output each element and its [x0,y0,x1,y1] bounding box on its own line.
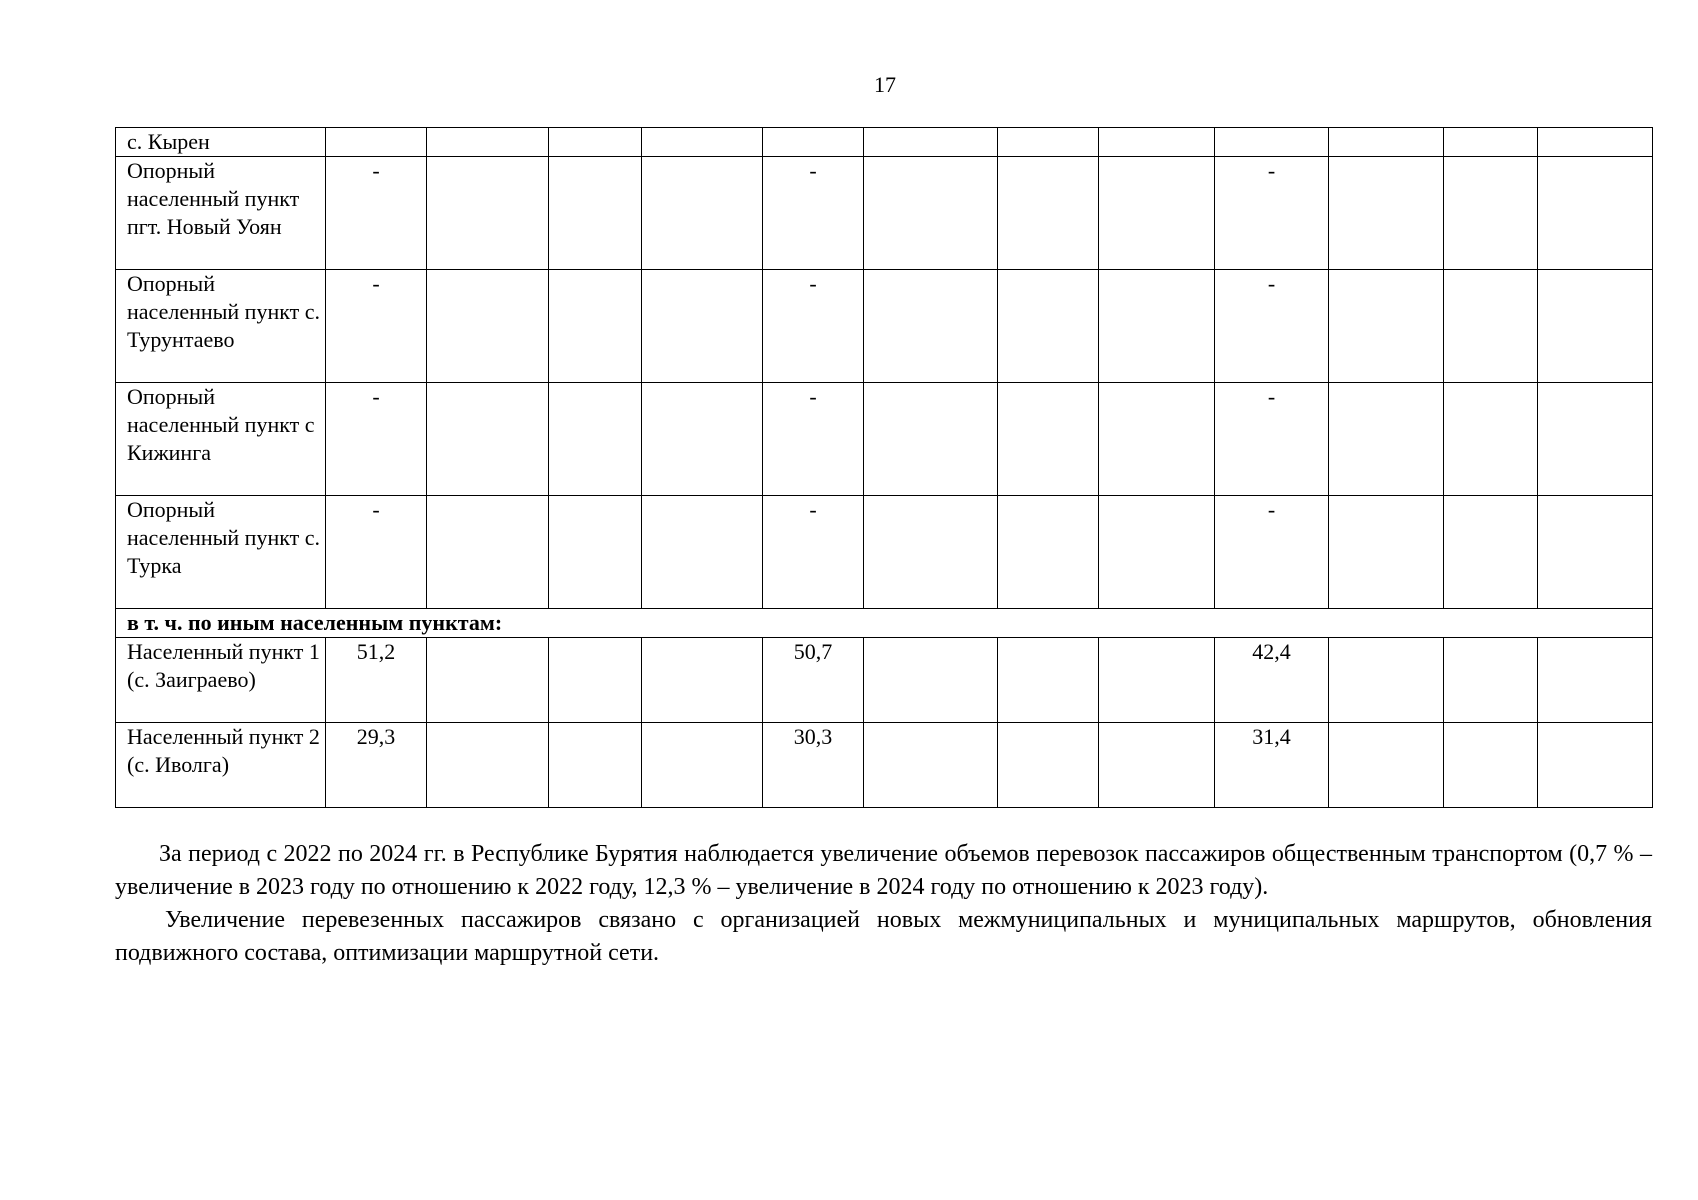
table-cell [1099,270,1215,383]
row-label: Опорный населенный пункт с. Турка [116,496,326,609]
table-cell [864,638,998,723]
table-cell [998,383,1099,496]
table-cell [427,638,549,723]
table-cell [427,496,549,609]
table-cell [549,638,642,723]
table-cell [1329,270,1444,383]
table-cell [549,128,642,157]
table-cell [1538,270,1653,383]
table-cell: - [763,383,864,496]
row-label: Опорный населенный пункт с. Турунтаево [116,270,326,383]
paragraph: Увеличение перевезенных пассажиров связано с организацией новых межмуниципальных и муниципальных маршрутов, обновления подвижного состава, оптимизации маршрутной сети. [115,907,1652,966]
paragraph: За период с 2022 по 2024 гг. в Республике Бурятия наблюдается увеличение объемов перевозок пассажиров общественным транспортом (0,7 % – увеличение в 2023 году по отношению к 2022 году, 12,3 % – увеличение в 2024 году по отношению к 2023 году). [115,841,1652,900]
table-cell [1329,723,1444,808]
table-cell [1444,383,1538,496]
table-cell: 42,4 [1215,638,1329,723]
table-cell [1538,383,1653,496]
section-label: в т. ч. по иным населенным пунктам: [116,609,1653,638]
table-cell: - [1215,270,1329,383]
table-cell [326,128,427,157]
table-cell [1329,383,1444,496]
table-row [116,157,1653,270]
data-table [115,127,1653,808]
table-row [116,270,1653,383]
table-cell [549,496,642,609]
row-label: Опорный населенный пункт с Кижинга [116,383,326,496]
table-cell: 31,4 [1215,723,1329,808]
row-label: с. Кырен [116,128,326,157]
table-cell [864,128,998,157]
table-cell [1099,383,1215,496]
table-cell [642,270,763,383]
table-cell [642,157,763,270]
table-cell [642,496,763,609]
row-label: Опорный населенный пункт пгт. Новый Уоян [116,157,326,270]
table-cell: 50,7 [763,638,864,723]
table-cell [1099,157,1215,270]
table-cell [998,496,1099,609]
table-cell [1538,496,1653,609]
table-cell [549,157,642,270]
table-cell [1444,496,1538,609]
table-cell: - [763,270,864,383]
table-cell [549,723,642,808]
table-cell [1099,496,1215,609]
table-cell [1444,638,1538,723]
body-text [115,838,1652,970]
row-label: Населенный пункт 1 (с. Заиграево) [116,638,326,723]
table-cell [1099,723,1215,808]
table-cell: - [1215,496,1329,609]
page-number: 17 [874,72,896,97]
table-cell: - [1215,383,1329,496]
table-cell [763,128,864,157]
table-cell [998,723,1099,808]
table-cell [427,383,549,496]
table-cell [864,383,998,496]
table-row [116,723,1653,808]
table-cell [1538,638,1653,723]
table-cell [1444,128,1538,157]
table-cell [427,270,549,383]
table-cell [427,723,549,808]
table-row [116,638,1653,723]
table-cell [998,270,1099,383]
table-cell [998,157,1099,270]
table-cell [642,638,763,723]
table-cell [864,157,998,270]
table-cell [642,128,763,157]
table-cell: - [326,157,427,270]
table-cell [642,383,763,496]
table-cell [1099,638,1215,723]
table-cell [864,723,998,808]
table-cell [1444,270,1538,383]
table-cell: - [326,270,427,383]
table-cell [549,270,642,383]
table-cell: - [326,496,427,609]
table-cell [1329,638,1444,723]
table-cell [1444,723,1538,808]
table-cell [549,383,642,496]
table-cell [1215,128,1329,157]
table-cell [1444,157,1538,270]
table-cell [998,128,1099,157]
table-cell [864,270,998,383]
table-cell [1538,723,1653,808]
table-cell [1538,128,1653,157]
table-row [116,128,1653,157]
table-cell: 29,3 [326,723,427,808]
table-cell [998,638,1099,723]
table-cell [642,723,763,808]
table-cell [1329,128,1444,157]
table-cell: - [763,496,864,609]
table-cell: 30,3 [763,723,864,808]
table-cell [1329,496,1444,609]
table-cell: - [763,157,864,270]
table-cell: - [326,383,427,496]
table-row [116,496,1653,609]
table-cell [427,128,549,157]
table-cell [1538,157,1653,270]
table-row [116,383,1653,496]
table-cell: - [1215,157,1329,270]
table-cell: 51,2 [326,638,427,723]
table-cell [1099,128,1215,157]
table-cell [1329,157,1444,270]
table-section-row [116,609,1653,638]
table-cell [427,157,549,270]
row-label: Населенный пункт 2 (с. Иволга) [116,723,326,808]
table-cell [864,496,998,609]
